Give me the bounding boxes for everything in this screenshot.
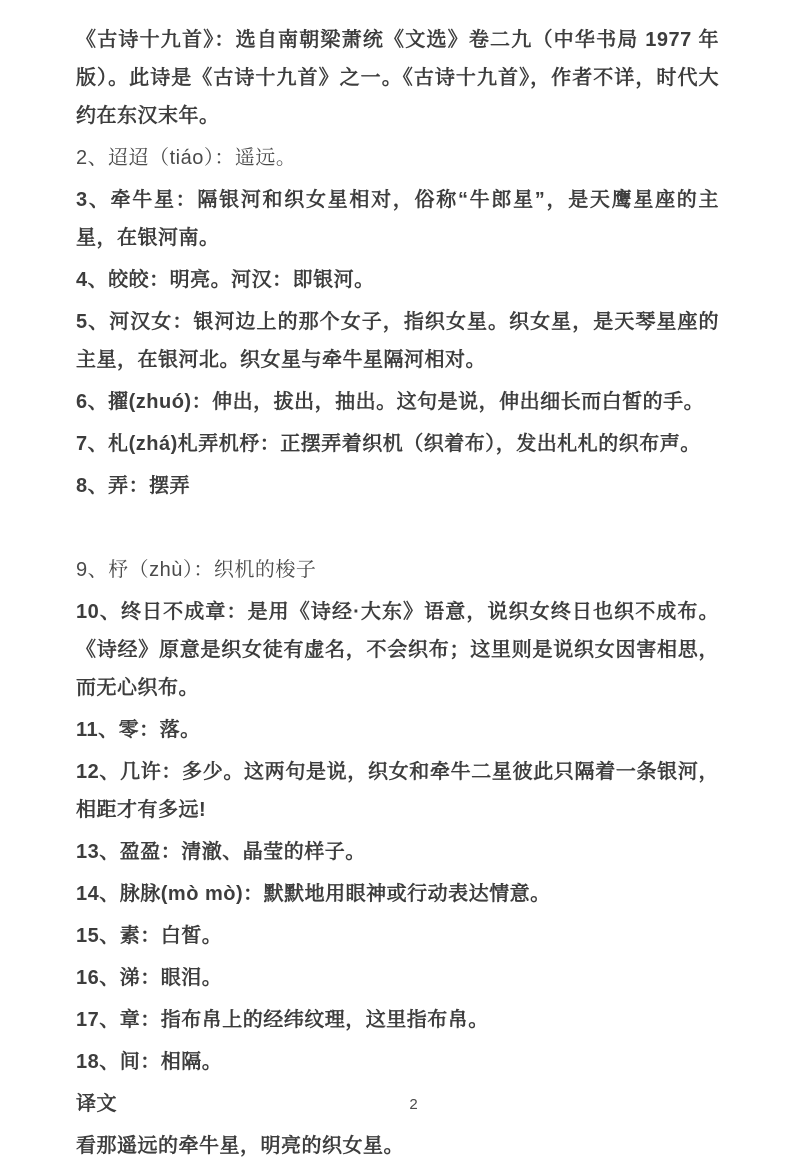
blank-line: [76, 509, 719, 547]
note-6-zhuo: 6、擢(zhuó)：伸出，拔出，抽出。这句是说，伸出细长而白皙的手。: [76, 391, 705, 413]
note-1-source: 《古诗十九首》：选自南朝梁萧统《文选》卷二九（中华书局 1977 年版）。此诗是《古诗十九首》之一。《古诗十九首》，作者不详，时代大约在东汉末年。: [76, 29, 719, 127]
note-2-tiaotiao: 2、迢迢（tiáo）：遥远。: [76, 147, 297, 169]
note-10-zhongri: 10、终日不成章：是用《诗经·大东》语意，说织女终日也织不成布。《诗经》原意是织女徒有虚名，不会织布；这里则是说织女因害相思，而无心织布。: [76, 601, 719, 699]
note-8-nong: 8、弄：摆弄: [76, 475, 191, 497]
page-footer: [0, 1096, 793, 1114]
note-5-hehannv: 5、河汉女：银河边上的那个女子，指织女星。织女星，是天琴星座的主星，在银河北。织女星与牵牛星隔河相对。: [76, 311, 719, 371]
note-17-zhang: 17、章：指布帛上的经纬纹理，这里指布帛。: [76, 1009, 489, 1031]
note-14-momo: 14、脉脉(mò mò)：默默地用眼神或行动表达情意。: [76, 883, 551, 905]
note-11-ling: 11、零：落。: [76, 719, 201, 741]
note-3-qianniuxing: 3、牵牛星：隔银河和织女星相对，俗称“牛郎星”，是天鹰星座的主星，在银河南。: [76, 189, 719, 249]
note-12-jixu: 12、几许：多少。这两句是说，织女和牵牛二星彼此只隔着一条银河，相距才有多远!: [76, 761, 719, 821]
note-4-jiaojiao: 4、皎皎：明亮。河汉：即银河。: [76, 269, 375, 291]
note-18-jian: 18、间：相隔。: [76, 1051, 223, 1073]
document-content: [76, 21, 719, 1165]
translation-heading: 译文: [76, 1093, 117, 1115]
note-16-ti: 16、涕：眼泪。: [76, 967, 223, 989]
note-15-su: 15、素：白皙。: [76, 925, 223, 947]
translation-line-1: 看那遥远的牵牛星，明亮的织女星。: [76, 1135, 404, 1157]
note-13-yingying: 13、盈盈：清澈、晶莹的样子。: [76, 841, 366, 863]
note-7-zhazha: 7、札(zhá)札弄机杼：正摆弄着织机（织着布），发出札札的织布声。: [76, 433, 701, 455]
page-number: 2: [409, 1096, 418, 1113]
note-9-zhu: 9、杼（zhù）：织机的梭子: [76, 559, 317, 581]
